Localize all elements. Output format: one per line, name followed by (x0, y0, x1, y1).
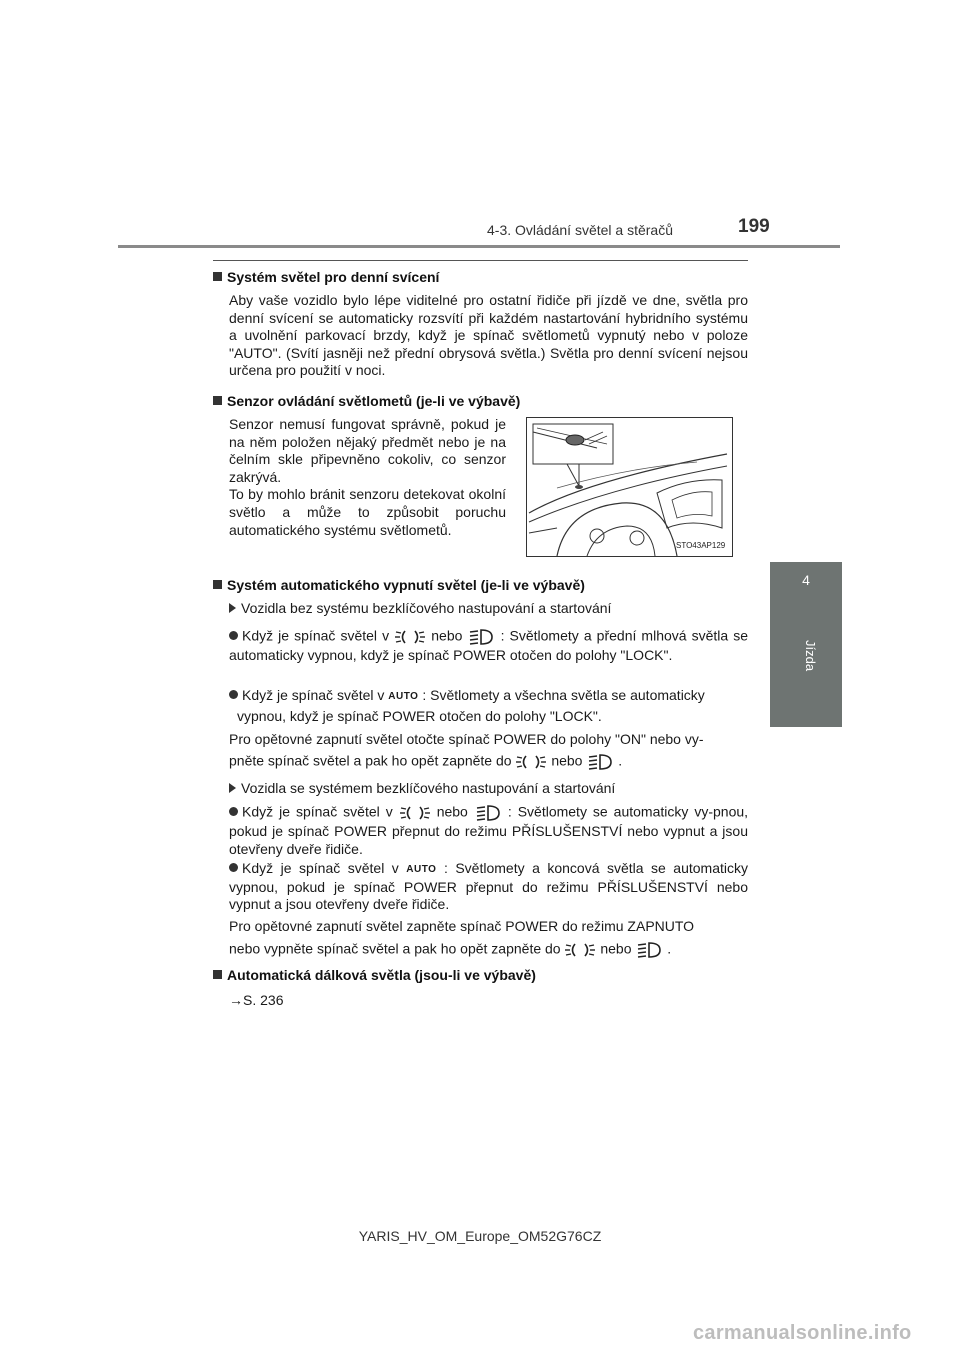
drl-heading: Systém světel pro denní svícení (213, 269, 439, 285)
auto-label-icon: AUTO (388, 691, 419, 702)
headlight-icon (474, 803, 502, 823)
parking-light-icon (564, 940, 596, 960)
drl-body: Aby vaše vozidlo bylo lépe viditelné pro ostatní řidiče při jízdě ve dne, světla pro denní svícení se automaticky rozsvítí při každém nastartování hybridního systému a uvolnění parkovací brzdy, když je spínač světlometů vypnutý nebo v poloze "AUTO". (Svítí jasněji než přední obrysová světla.) Světla pro denní svícení nejsou určena pro použití v noci. (229, 292, 748, 379)
subheading-no-keyless: Vozidla bez systému bezklíčového nastupování a startování (229, 600, 611, 616)
headlight-icon (467, 627, 495, 647)
bullet-3: Když je spínač světel v nebo : Světlomety se automaticky vy-pnou, pokud je spínač POWER přepnut do režimu PŘÍSLUŠENSTVÍ nebo vypnut a jsou otevřeny dveře řidiče. (229, 803, 749, 857)
page-reference: →S. 236 (229, 992, 284, 1008)
sensor-body: Senzor nemusí fungovat správně, pokud je na něm položen nějaký předmět nebo je na čelním skle připevněno cokoliv, co senzor zakrývá. To by mohlo bránit senzoru detekovat okolní světlo a může to způsobit poruchu automatického systému světlometů. (229, 416, 506, 538)
section-title: 4-3. Ovládání světel a stěračů (487, 222, 673, 238)
bullet-2-cont: vypnou, když je spínač POWER otočen do polohy "LOCK". (237, 708, 602, 724)
bullet-1: Když je spínač světel v nebo : Světlomety a přední mlhová světla se automaticky vypnou, když je spínač POWER otočen do polohy "LOCK". (229, 627, 749, 663)
headlight-icon (635, 940, 663, 960)
restart-2-line-a: Pro opětovné zapnutí světel zapněte spínač POWER do režimu ZAPNUTO (229, 918, 695, 934)
figure-code: STO43AP129 (676, 541, 726, 550)
document-code: YARIS_HV_OM_Europe_OM52G76CZ (358, 1228, 602, 1244)
page-number: 199 (738, 216, 770, 237)
chapter-number: 4 (802, 572, 810, 588)
sensor-heading: Senzor ovládání světlometů (je-li ve výbavě) (213, 393, 520, 409)
parking-light-icon (515, 752, 547, 772)
headlight-icon (586, 752, 614, 772)
highbeam-heading: Automatická dálková světla (jsou-li ve výbavě) (213, 967, 536, 983)
watermark: carmanualsonline.info (693, 1322, 912, 1344)
auto-label-icon: AUTO (406, 864, 437, 875)
bullet-4: Když je spínač světel v AUTO : Světlomety a koncová světla se automaticky vypnou, pokud je spínač POWER přepnut do režimu PŘÍSLUŠENSTVÍ nebo vypnut a jsou otevřeny dveře řidiče. (229, 860, 749, 913)
restart-1-line-a: Pro opětovné zapnutí světel otočte spínač POWER do polohy "ON" nebo vy- (229, 731, 704, 747)
parking-light-icon (394, 627, 426, 647)
autooff-heading: Systém automatického vypnutí světel (je-li ve výbavě) (213, 577, 585, 593)
dashboard-illustration (527, 418, 732, 556)
restart-1-line-b: pněte spínač světel a pak ho opět zapněte do nebo . (229, 752, 622, 772)
restart-2-line-b: nebo vypněte spínač světel a pak ho opět zapněte do nebo . (229, 940, 671, 960)
content-rule (213, 260, 748, 261)
parking-light-icon (399, 803, 431, 823)
subheading-keyless: Vozidla se systémem bezklíčového nastupování a startování (229, 780, 615, 796)
header-rule (118, 245, 840, 248)
chapter-label: Jízda (803, 640, 818, 672)
bullet-2: Když je spínač světel v AUTO : Světlomety a všechna světla se automaticky (229, 687, 705, 703)
sensor-figure (526, 417, 733, 557)
